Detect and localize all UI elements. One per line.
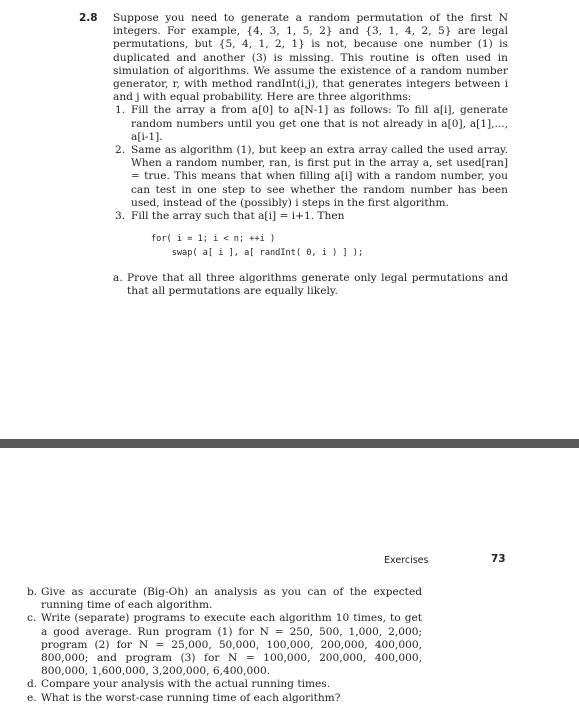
running-head: Exercises — [384, 555, 429, 566]
code-block — [151, 232, 508, 260]
exercise-intro: Suppose you need to generate a random permutation of the first N integers. For example, {4, 3, 1, 5, 2} and {3, 1, 4, 2, 5} are legal permutations, but {5, 4, 1, 2, 1} is not, because one number (1) is duplicated and another (3) is missing. This routine is often used in simulation of algorithms. We assume the existence of a random number generator, r, with method randInt(i,j), that generates integers between i and j with equal probability. Here are three algorithms: — [113, 12, 508, 104]
part-text: Write (separate) programs to execute each algorithm 10 times, to get a good average. Run program (1) for N = 250, 500, 1,000, 2,000; program (2) for N = 25,000, 50,000, 100,000, 200,000, 400,000, 800,000; and program (3) for N = 100,000, 200,000, 400,000, 800,000, 1,600,000, 3,200,000, 6,400,000. — [41, 612, 422, 678]
algorithm-number: 2. — [115, 144, 126, 157]
part-label: e. — [27, 691, 37, 704]
part-text: Prove that all three algorithms generate only legal permutations and that all permutations are equally likely. — [127, 272, 508, 298]
part-item — [27, 612, 422, 678]
part-item — [27, 586, 422, 612]
page-divider — [0, 439, 579, 448]
exercise-number: 2.8 — [79, 12, 98, 24]
algorithm-text: Fill the array such that a[i] = i+1. Then — [131, 210, 345, 223]
algorithm-text: Fill the array a from a[0] to a[N-1] as follows: To fill a[i], generate random numbers until you get one that is not already in a[0], a[1],..., a[i-1]. — [131, 104, 508, 143]
algorithm-list — [113, 104, 508, 223]
part-label: b. — [27, 586, 38, 598]
part-text: What is the worst-case running time of each algorithm? — [41, 691, 341, 704]
part-label: d. — [27, 678, 38, 691]
algorithm-item — [113, 144, 508, 210]
algorithm-number: 1. — [115, 104, 126, 117]
exercise-parts — [27, 586, 422, 705]
algorithm-item — [113, 210, 508, 223]
algorithm-number: 3. — [115, 210, 126, 223]
part-text: Give as accurate (Big-Oh) an analysis as you can of the expected running time of each algorithm. — [41, 586, 422, 612]
algorithm-item — [113, 104, 508, 144]
code-line: swap( a[ i ], a[ randInt( 0, i ) ] ); — [151, 248, 364, 259]
part-a — [113, 272, 508, 298]
part-text: Compare your analysis with the actual running times. — [41, 678, 331, 691]
part-label: c. — [27, 612, 37, 625]
exercise-body — [113, 12, 508, 299]
part-item — [27, 692, 422, 705]
page-number: 73 — [491, 553, 506, 565]
code-line: for( i = 1; i < n; ++i ) — [151, 234, 276, 245]
part-label: a. — [113, 272, 123, 285]
next-page-section — [0, 448, 579, 719]
part-item — [27, 678, 422, 691]
algorithm-text: Same as algorithm (1), but keep an extra array called the used array. When a random number, ran, is first put in the array a, set used[ran] = true. This means that when filling a[i] with a random number, you can test in one step to see whether the random number has been used, instead of the (possibly) i steps in the first algorithm. — [131, 144, 508, 209]
